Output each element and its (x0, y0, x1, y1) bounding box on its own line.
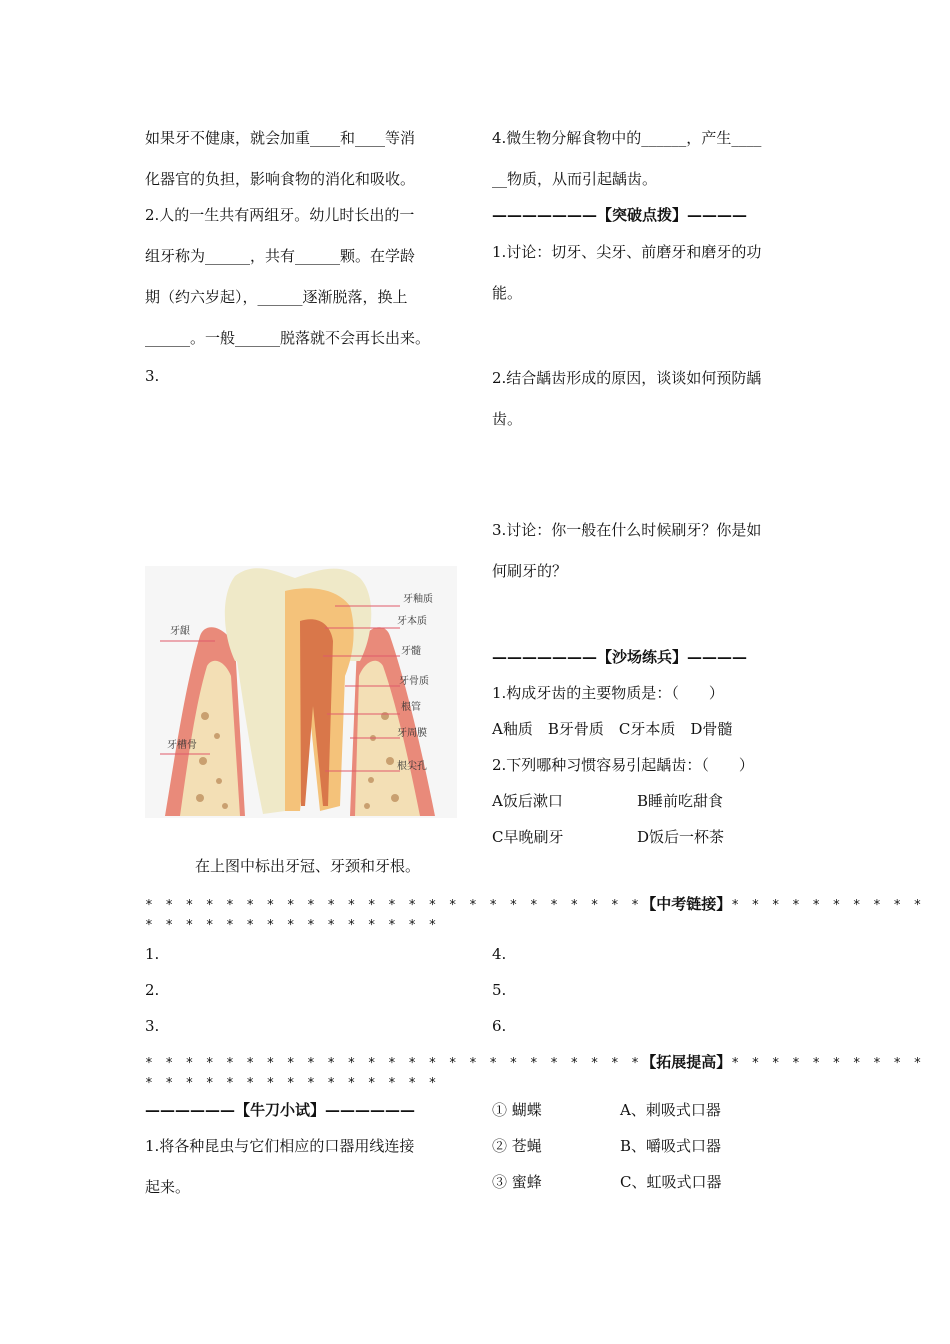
label-apical-foramen: 根尖孔 (397, 761, 427, 772)
discussion-2-line: 齿。 (492, 410, 523, 428)
section-heading-practice: ———————【沙场练兵】———— (492, 648, 748, 666)
list-item: 6. (492, 1017, 507, 1035)
list-item: 2. (145, 981, 160, 999)
discussion-3-line: 3.讨论：你一般在什么时候刷牙？你是如 (492, 521, 762, 539)
discussion-2-line: 2.结合龋齿形成的原因，谈谈如何预防龋 (492, 369, 762, 387)
discussion-1-line: 1.讨论：切牙、尖牙、前磨牙和磨牙的功 (492, 243, 762, 261)
question-2-line: 2.人的一生共有两组牙。幼儿时长出的一 (145, 206, 415, 224)
question-3-number: 3. (145, 367, 160, 385)
list-item: 1. (145, 945, 160, 963)
paragraph-line: 如果牙不健康，就会加重____和____等消 (145, 129, 416, 147)
insect-item: ① 蝴蝶 (492, 1101, 542, 1119)
star-divider-line2: * * * * * * * * * * * * * * * (145, 1076, 439, 1091)
label-alveolar-bone: 牙槽骨 (167, 740, 197, 751)
insect-item: ② 苍蝇 (492, 1137, 542, 1155)
exercise-2-option-b: B睡前吃甜食 (637, 792, 724, 810)
insect-item: ③ 蜜蜂 (492, 1173, 542, 1191)
label-dentin: 牙本质 (397, 616, 427, 627)
paragraph-line: 化器官的负担，影响食物的消化和吸收。 (145, 170, 416, 188)
tooth-illustration (145, 566, 457, 818)
section-title-tuozhan: 【拓展提高】 (641, 1053, 732, 1071)
label-gum: 牙龈 (170, 626, 190, 637)
mouthpart-item: B、嚼吸式口器 (620, 1137, 722, 1155)
star-divider: * * * * * * * * * * * * * * * * * * * * * * * * *【中考链接】* * * * * * * * * * (145, 895, 924, 913)
exercise-2-option-c: C早晚刷牙 (492, 828, 564, 846)
label-pulp: 牙髓 (401, 646, 421, 657)
exercise-2-option-a: A饭后漱口 (492, 792, 563, 810)
exercise-2: 2.下列哪种习惯容易引起龋齿：（ ） (492, 756, 754, 774)
exercise-1-options: A釉质 B牙骨质 C牙本质 D骨髓 (492, 720, 733, 738)
diagram-caption: 在上图中标出牙冠、牙颈和牙根。 (195, 857, 421, 875)
list-item: 5. (492, 981, 507, 999)
question-1-line: 起来。 (145, 1178, 191, 1196)
star-divider: * * * * * * * * * * * * * * * * * * * * * * * * *【拓展提高】* * * * * * * * * * (145, 1053, 924, 1071)
exercise-2-option-d: D饭后一杯茶 (637, 828, 725, 846)
exercise-1: 1.构成牙齿的主要物质是：（ ） (492, 684, 724, 702)
question-2-line: ______。一般______脱落就不会再长出来。 (145, 329, 431, 347)
discussion-1-line: 能。 (492, 284, 523, 302)
section-title-zhongkao: 【中考链接】 (641, 895, 732, 913)
list-item: 4. (492, 945, 507, 963)
tooth-diagram (145, 566, 457, 818)
discussion-3-line: 何刷牙的？ (492, 562, 568, 580)
question-4-line: __物质，从而引起龋齿。 (492, 170, 658, 188)
star-divider-line2: * * * * * * * * * * * * * * * (145, 918, 439, 933)
mouthpart-item: A、刺吸式口器 (620, 1101, 721, 1119)
section-heading-trial: ——————【牛刀小试】—————— (145, 1101, 416, 1119)
label-root-canal: 根管 (401, 702, 421, 713)
question-2-line: 期（约六岁起），______逐渐脱落，换上 (145, 288, 408, 306)
root-shape (237, 661, 285, 814)
label-periodontal-membrane: 牙周膜 (397, 728, 427, 739)
label-cementum: 牙骨质 (399, 676, 429, 687)
question-2-line: 组牙称为______，共有______颗。在学龄 (145, 247, 416, 265)
question-1-line: 1.将各种昆虫与它们相应的口器用线连接 (145, 1137, 415, 1155)
label-enamel: 牙釉质 (403, 594, 433, 605)
pulp-shape (300, 619, 333, 806)
section-heading-breakthrough: ———————【突破点拨】———— (492, 206, 748, 224)
mouthpart-item: C、虹吸式口器 (620, 1173, 722, 1191)
list-item: 3. (145, 1017, 160, 1035)
question-4-line: 4.微生物分解食物中的______，产生____ (492, 129, 762, 147)
